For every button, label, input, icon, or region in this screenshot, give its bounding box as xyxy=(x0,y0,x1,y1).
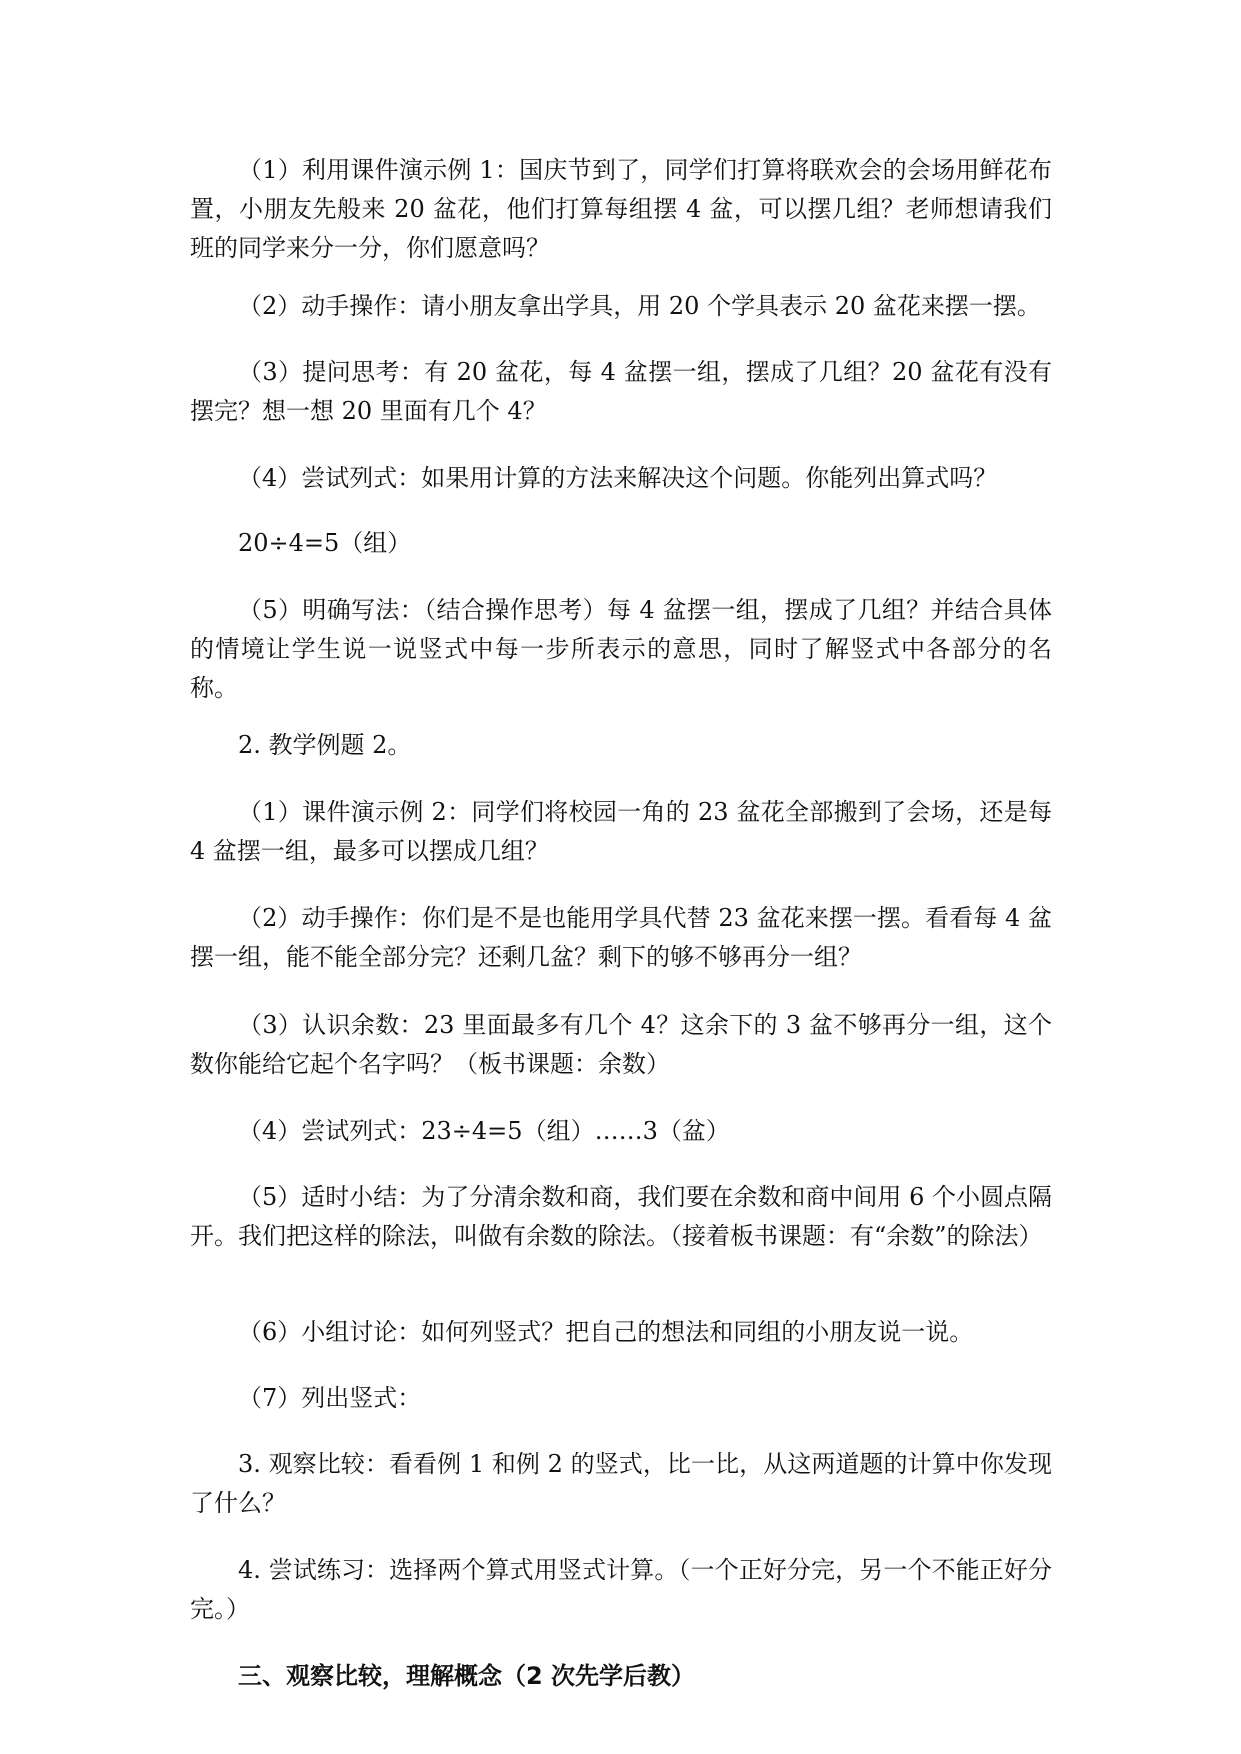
paragraph-hands-on-2: （2）动手操作：你们是不是也能用学具代替 23 盆花来摆一摆。看看每 4 盆摆一组，能不能全部分完？还剩几盆？剩下的够不够再分一组？ xyxy=(190,904,1052,971)
section-heading: 三、观察比较，理解概念（2 次先学后教） xyxy=(238,1662,696,1690)
paragraph-example1-intro: （1）利用课件演示例 1：国庆节到了，同学们打算将联欢会的会场用鲜花布置，小朋友先般来 20 盆花，他们打算每组摆 4 盆，可以摆几组？老师想请我们班的同学来分一分，你们愿意吗？ xyxy=(190,156,1052,262)
paragraph-example2-intro: （1）课件演示例 2：同学们将校园一角的 23 盆花全部搬到了会场，还是每 4 盆摆一组，最多可以摆成几组？ xyxy=(190,798,1052,865)
paragraph-try-formula-1: （4）尝试列式：如果用计算的方法来解决这个问题。你能列出算式吗？ xyxy=(238,464,998,492)
paragraph-hands-on-1: （2）动手操作：请小朋友拿出学具，用 20 个学具表示 20 盆花来摆一摆。 xyxy=(238,292,1041,320)
paragraph-example2-title: 2. 教学例题 2。 xyxy=(238,731,412,759)
paragraph-try-practice: 4. 尝试练习：选择两个算式用竖式计算。（一个正好分完，另一个不能正好分完。） xyxy=(190,1556,1052,1623)
paragraph-remainder-concept: （3）认识余数：23 里面最多有几个 4？这余下的 3 盆不够再分一组，这个数你能给它起个名字吗？（板书课题：余数） xyxy=(190,1011,1052,1078)
paragraph-vertical-form: （7）列出竖式： xyxy=(238,1384,422,1412)
paragraph-writing-method: （5）明确写法：（结合操作思考）每 4 盆摆一组，摆成了几组？并结合具体的情境让学生说一说竖式中每一步所表示的意思，同时了解竖式中各部分的名称。 xyxy=(190,596,1052,702)
paragraph-equation-1: 20÷4=5（组） xyxy=(238,529,412,557)
paragraph-group-discussion: （6）小组讨论：如何列竖式？把自己的想法和同组的小朋友说一说。 xyxy=(238,1318,974,1346)
paragraph-try-formula-2: （4）尝试列式：23÷4=5（组）……3（盆） xyxy=(238,1117,730,1145)
paragraph-question-thinking: （3）提问思考：有 20 盆花，每 4 盆摆一组，摆成了几组？20 盆花有没有摆完？想一想 20 里面有几个 4？ xyxy=(190,358,1052,425)
paragraph-summary: （5）适时小结：为了分清余数和商，我们要在余数和商中间用 6 个小圆点隔开。我们把这样的除法，叫做有余数的除法。（接着板书课题：有“余数”的除法） xyxy=(190,1183,1052,1250)
paragraph-observe-compare: 3. 观察比较：看看例 1 和例 2 的竖式，比一比，从这两道题的计算中你发现了什么？ xyxy=(190,1450,1052,1517)
